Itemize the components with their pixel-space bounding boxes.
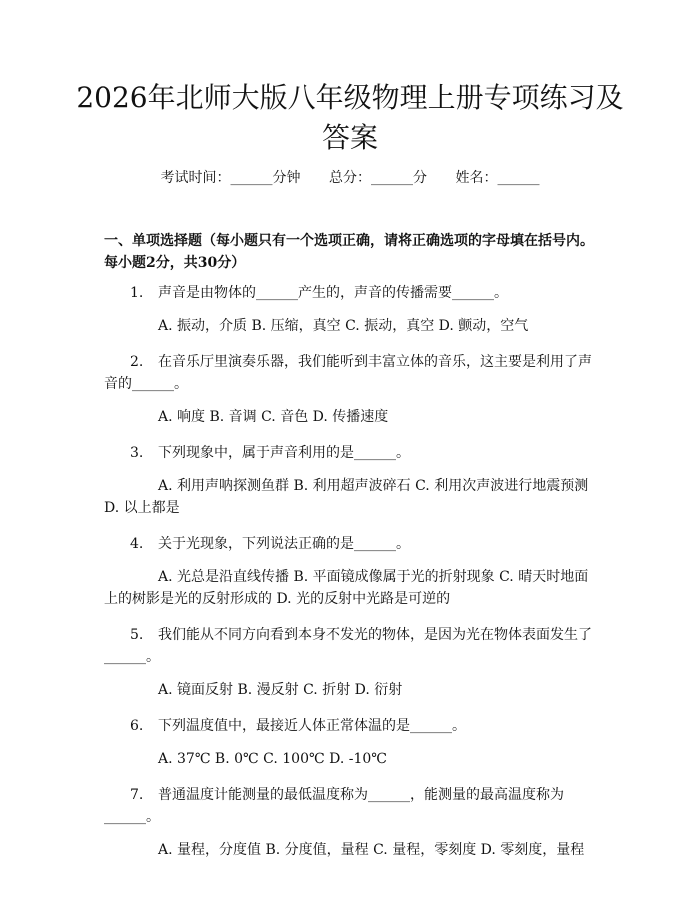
question-options: A. 镜面反射 B. 漫反射 C. 折射 D. 衍射 bbox=[158, 682, 403, 698]
question-list bbox=[104, 282, 602, 875]
question-7 bbox=[104, 784, 602, 861]
document-title: 2026年北师大版八年级物理上册专项练习及答案 bbox=[76, 81, 624, 154]
question-options: A. 利用声呐探测鱼群 B. 利用超声波碎石 C. 利用次声波进行地震预测 D. 以上都是 bbox=[104, 478, 589, 516]
question-2 bbox=[104, 351, 602, 428]
question-1 bbox=[104, 282, 602, 337]
question-options: A. 响度 B. 音调 C. 音色 D. 传播速度 bbox=[158, 409, 389, 425]
total-score-field: 总分：______分 bbox=[329, 170, 427, 186]
question-4 bbox=[104, 533, 602, 610]
question-number: 5. bbox=[130, 627, 144, 643]
question-number: 3. bbox=[130, 445, 144, 461]
question-options: A. 量程，分度值 B. 分度值，量程 C. 量程，零刻度 D. 零刻度，量程 bbox=[158, 842, 585, 858]
question-stem: 声音是由物体的______产生的，声音的传播需要______。 bbox=[158, 285, 508, 301]
question-stem: 下列现象中，属于声音利用的是______。 bbox=[158, 445, 410, 461]
student-name-field: 姓名：______ bbox=[455, 170, 540, 186]
question-6 bbox=[104, 715, 602, 770]
question-stem: 下列温度值中，最接近人体正常体温的是______。 bbox=[158, 718, 466, 734]
question-stem: 普通温度计能测量的最低温度称为______，能测量的最高温度称为______。 bbox=[104, 787, 564, 825]
exam-time-field: 考试时间：______分钟 bbox=[160, 170, 301, 186]
question-number: 7. bbox=[130, 787, 144, 803]
question-5 bbox=[104, 624, 602, 701]
exam-info-line bbox=[0, 168, 700, 188]
question-stem: 在音乐厅里演奏乐器，我们能听到丰富立体的音乐，这主要是利用了声音的______。 bbox=[104, 354, 592, 392]
question-stem: 关于光现象，下列说法正确的是______。 bbox=[158, 536, 410, 552]
section-heading: 一、单项选择题（每小题只有一个选项正确，请将正确选项的字母填在括号内。每小题2分，共30分） bbox=[104, 233, 594, 271]
question-3 bbox=[104, 442, 602, 519]
question-number: 4. bbox=[130, 536, 144, 552]
question-number: 6. bbox=[130, 718, 144, 734]
question-options: A. 37℃ B. 0℃ C. 100℃ D. -10℃ bbox=[158, 751, 387, 767]
question-number: 2. bbox=[130, 354, 144, 370]
question-stem: 我们能从不同方向看到本身不发光的物体，是因为光在物体表面发生了______。 bbox=[104, 627, 592, 665]
question-number: 1. bbox=[130, 285, 144, 301]
question-options: A. 振动，介质 B. 压缩，真空 C. 振动，真空 D. 颤动，空气 bbox=[158, 318, 529, 334]
question-options: A. 光总是沿直线传播 B. 平面镜成像属于光的折射现象 C. 晴天时地面上的树影是光的反射形成的 D. 光的反射中光路是可逆的 bbox=[104, 569, 589, 607]
